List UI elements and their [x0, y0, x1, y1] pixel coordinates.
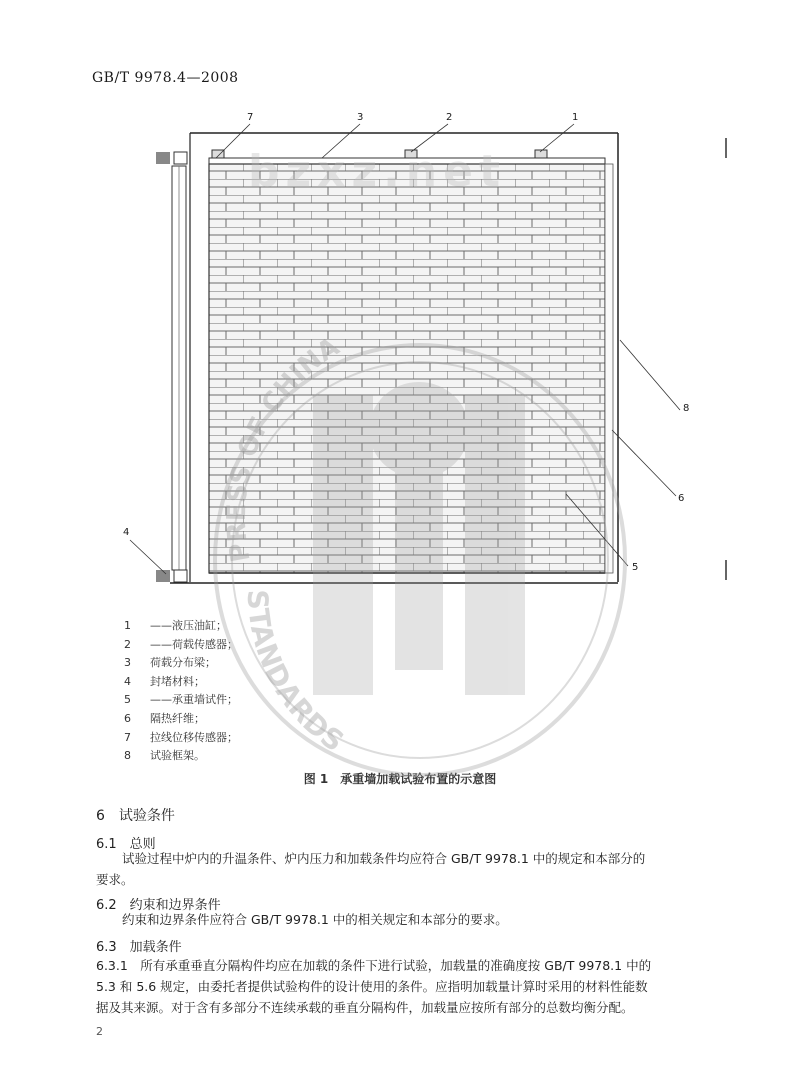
legend-item: 1 ——液压油缸； [124, 619, 227, 632]
callout-4: 4 [123, 527, 130, 538]
site-watermark-text: bzxz.net [248, 146, 507, 197]
section-6-1-text-line2: 要求。 [96, 872, 134, 887]
load-sensor-2 [405, 150, 417, 158]
section-6-3-title: 6.3 加载条件 [96, 940, 182, 955]
hydraulic-jack-left [212, 150, 224, 158]
insulation-fiber-strip [605, 164, 613, 573]
section-6-3-1-line3: 据及其来源。对于含有多部分不连续承载的垂直分隔构件，加载量应按所有部分的总数均衡分配。 [96, 1000, 634, 1015]
legend-item: 8 试验框架。 [124, 749, 205, 763]
standard-number-header: GB/T 9978.4—2008 [92, 70, 239, 86]
page-number: 2 [96, 1025, 103, 1038]
callout-3: 3 [357, 112, 364, 123]
legend-item: 7 拉线位移传感器； [124, 730, 238, 744]
legend-item: 4 封堵材料； [124, 674, 205, 688]
legend-item: 3 荷载分布梁； [124, 656, 216, 670]
callout-8: 8 [683, 403, 690, 414]
figure-caption: 图 1 承重墙加载试验布置的示意图 [303, 772, 497, 786]
section-6-1-title: 6.1 总则 [96, 837, 156, 852]
callout-6: 6 [678, 493, 685, 504]
section-6-3-1-line2: 5.3 和 5.6 规定，由委托者提供试验构件的设计使用的条件。应指明加载量计算时采用的材料性能数 [96, 979, 648, 994]
callout-1: 1 [572, 112, 579, 123]
section-6-title: 6 试验条件 [96, 808, 175, 824]
legend-item: 6 隔热纤维； [124, 711, 205, 725]
callout-2: 2 [446, 112, 453, 123]
legend-item: 5 ——承重墙试件； [124, 693, 238, 707]
legend-item: 2 ——荷载传感器； [124, 637, 238, 651]
load-bearing-wall-specimen [209, 164, 605, 573]
seal-arc-top-text: PRESS OF CHINA [221, 332, 345, 565]
seal-arc-bottom-text: STANDARDS [240, 588, 351, 759]
left-side-sealing [156, 152, 187, 582]
section-6-2-title: 6.2 约束和边界条件 [96, 898, 221, 913]
section-6-2-text: 约束和边界条件应符合 GB/T 9978.1 中的相关规定和本部分的要求。 [122, 912, 508, 927]
section-6-3-1-line1: 6.3.1 所有承重垂直分隔构件均应在加载的条件下进行试验，加载量的准确度按 GB/T 9978.1 中的 [96, 958, 652, 973]
section-6-1-text-line1: 试验过程中炉内的升温条件、炉内压力和加载条件均应符合 GB/T 9978.1 中的规定和本部分的 [122, 851, 646, 866]
load-distribution-beam [209, 158, 605, 164]
figure-legend [124, 617, 238, 766]
callout-7: 7 [247, 112, 254, 123]
callout-5: 5 [632, 562, 639, 573]
